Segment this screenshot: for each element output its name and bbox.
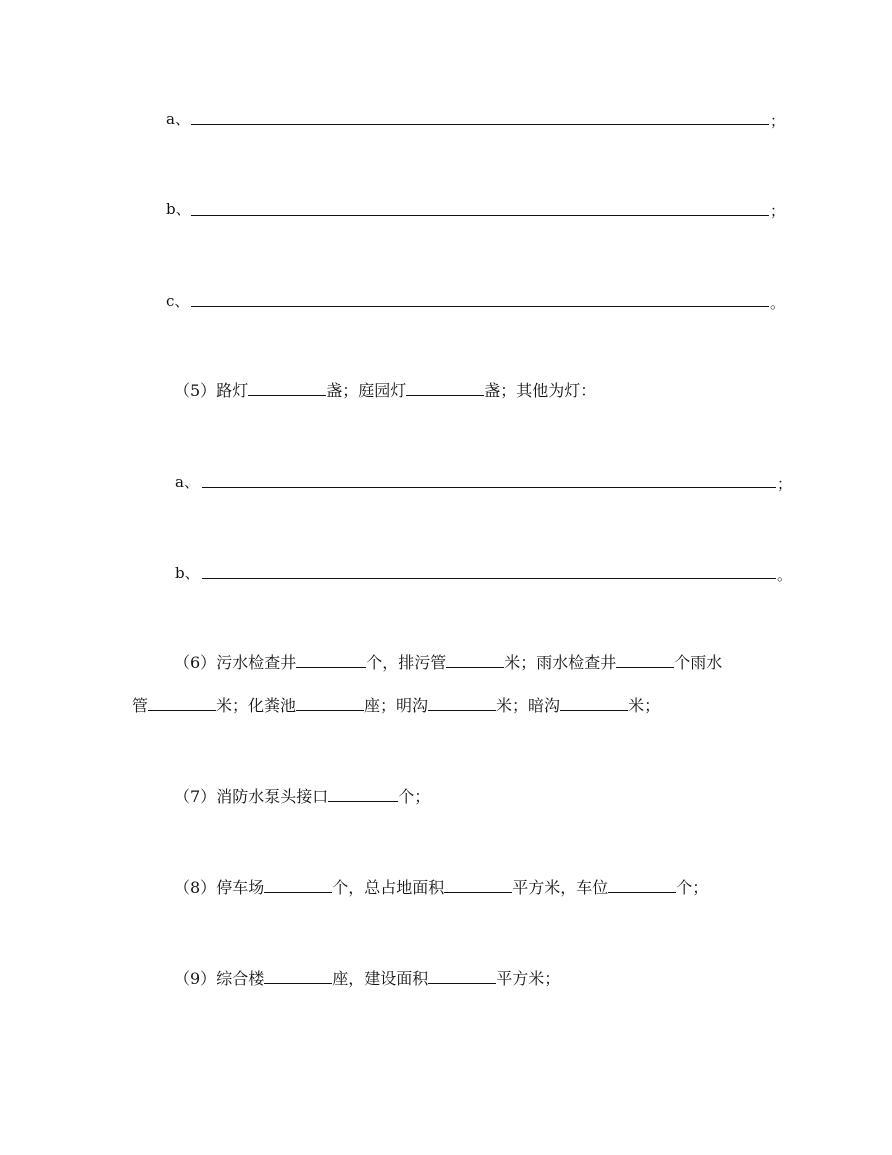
item-text: 米；化粪池 xyxy=(216,696,297,715)
item-number: （9） xyxy=(174,969,217,988)
item-text: 座；明沟 xyxy=(364,696,429,715)
item-suffix: ； xyxy=(770,112,786,130)
item-text: 座，建设面积 xyxy=(332,969,429,988)
rain-pipe-length-blank[interactable] xyxy=(148,696,216,711)
item-text: 平方米，车位 xyxy=(512,878,609,897)
answer-blank[interactable] xyxy=(202,487,776,488)
item-text: 个，总占地面积 xyxy=(332,878,445,897)
item-suffix: ； xyxy=(770,202,786,220)
item-7-fire-pump-connectors xyxy=(174,786,430,808)
item-suffix: 。 xyxy=(777,566,793,584)
answer-blank[interactable] xyxy=(191,215,769,216)
parking-area-blank[interactable] xyxy=(444,878,512,893)
answer-blank[interactable] xyxy=(191,306,769,307)
construction-area-blank[interactable] xyxy=(428,969,496,984)
item-text: 个； xyxy=(676,878,709,897)
item-text: 个； xyxy=(398,787,431,806)
item-text: 米；暗沟 xyxy=(496,696,561,715)
item-prefix: a、 xyxy=(166,110,190,128)
item-text: 平方米； xyxy=(496,969,561,988)
item-text: 米； xyxy=(628,696,661,715)
item-text: 消防水泵头接口 xyxy=(216,787,329,806)
rain-well-count-blank[interactable] xyxy=(616,653,674,668)
item-text: 路灯 xyxy=(216,381,249,400)
item-9-complex-building xyxy=(174,968,560,990)
item-text: 米；雨水检查井 xyxy=(504,653,617,672)
item-text: 个雨水 xyxy=(674,653,723,672)
covered-ditch-length-blank[interactable] xyxy=(560,696,628,711)
item-text: 管 xyxy=(132,696,149,715)
item-text: 盏；庭园灯 xyxy=(326,381,407,400)
item-text: 个，排污管 xyxy=(366,653,447,672)
item-prefix: b、 xyxy=(166,200,191,218)
item-number: （7） xyxy=(174,787,217,806)
item-6-drainage-line-1 xyxy=(174,652,722,674)
garden-light-count-blank[interactable] xyxy=(406,381,484,396)
item-number: （6） xyxy=(174,653,217,672)
item-prefix: b、 xyxy=(175,564,200,582)
septic-tank-count-blank[interactable] xyxy=(296,696,364,711)
item-number: （8） xyxy=(174,878,217,897)
fire-pump-connector-count-blank[interactable] xyxy=(328,787,398,802)
item-text: 盏；其他为灯： xyxy=(484,381,597,400)
item-prefix: c、 xyxy=(166,292,190,310)
item-text: 停车场 xyxy=(216,878,265,897)
parking-lot-count-blank[interactable] xyxy=(264,878,332,893)
item-8-parking-lot xyxy=(174,877,708,899)
item-text: 污水检查井 xyxy=(216,653,297,672)
open-ditch-length-blank[interactable] xyxy=(428,696,496,711)
item-number: （5） xyxy=(174,381,217,400)
answer-blank[interactable] xyxy=(202,578,776,579)
item-suffix: 。 xyxy=(770,294,786,312)
parking-space-count-blank[interactable] xyxy=(608,878,676,893)
sewage-well-count-blank[interactable] xyxy=(296,653,366,668)
item-6-drainage-line-2 xyxy=(132,695,660,717)
item-suffix: ； xyxy=(777,475,793,493)
building-count-blank[interactable] xyxy=(264,969,332,984)
item-5-street-lights xyxy=(174,380,596,402)
item-text: 综合楼 xyxy=(216,969,265,988)
answer-blank[interactable] xyxy=(191,124,769,125)
sewage-pipe-length-blank[interactable] xyxy=(446,653,504,668)
item-prefix: a、 xyxy=(175,473,199,491)
street-light-count-blank[interactable] xyxy=(248,381,326,396)
